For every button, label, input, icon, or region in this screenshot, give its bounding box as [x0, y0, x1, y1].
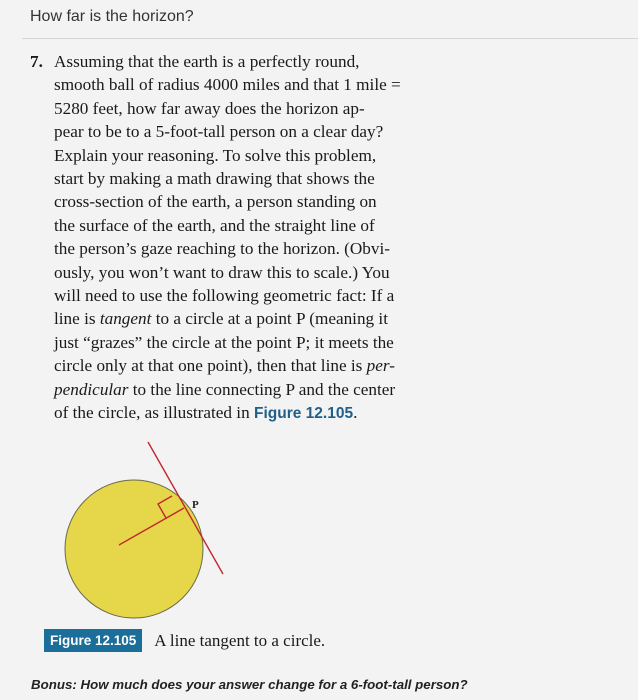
problem-line: pendicular to the line connecting P and the center: [54, 379, 396, 399]
problem-number: 7.: [30, 52, 43, 71]
problem-line: just “grazes” the circle at the point P; it meets the: [54, 332, 394, 352]
tangent-term: tangent: [99, 309, 152, 329]
problem-line: Explain your reasoning. To solve this problem,: [54, 145, 377, 165]
divider: [22, 38, 638, 39]
figure-caption: [44, 629, 325, 652]
caption-text: A line tangent to a circle.: [154, 630, 326, 650]
problem-line: pear to be to a 5-foot-tall person on a clear day?: [54, 122, 384, 142]
bonus-question: Bonus: How much does your answer change for a 6-foot-tall person?: [31, 677, 468, 692]
problem-line: Assuming that the earth is a perfectly round,: [54, 52, 360, 71]
problem-line: the person’s gaze reaching to the horizon. (Obvi-: [54, 239, 390, 259]
question-title: How far is the horizon?: [30, 8, 194, 25]
figure-reference-link[interactable]: Figure 12.105: [253, 405, 354, 423]
tangent-figure: [40, 436, 260, 626]
problem-line: will need to use the following geometric fact: If a: [54, 286, 395, 306]
problem-line: of the circle, as illustrated in Figure 12.105.: [54, 403, 358, 423]
problem-line: circle only at that one point), then that line is per-: [54, 356, 395, 376]
problem-line: smooth ball of radius 4000 miles and that 1 mile =: [54, 75, 401, 95]
problem-text: [30, 50, 610, 426]
earth-circle: [65, 480, 203, 618]
tangent-diagram: [40, 436, 260, 626]
problem-line: 5280 feet, how far away does the horizon ap-: [54, 98, 365, 118]
problem-line: cross-section of the earth, a person standing on: [54, 192, 377, 212]
figure-label-badge: Figure 12.105: [44, 629, 142, 652]
point-p-label: P: [192, 499, 199, 511]
problem-line: line is tangent to a circle at a point P (meaning it: [54, 309, 388, 329]
problem-line: ously, you won’t want to draw this to scale.) You: [54, 262, 390, 282]
perpendicular-term: pendicular: [54, 379, 129, 399]
problem-line: the surface of the earth, and the straight line of: [54, 215, 375, 235]
problem-line: start by making a math drawing that shows the: [54, 169, 375, 189]
